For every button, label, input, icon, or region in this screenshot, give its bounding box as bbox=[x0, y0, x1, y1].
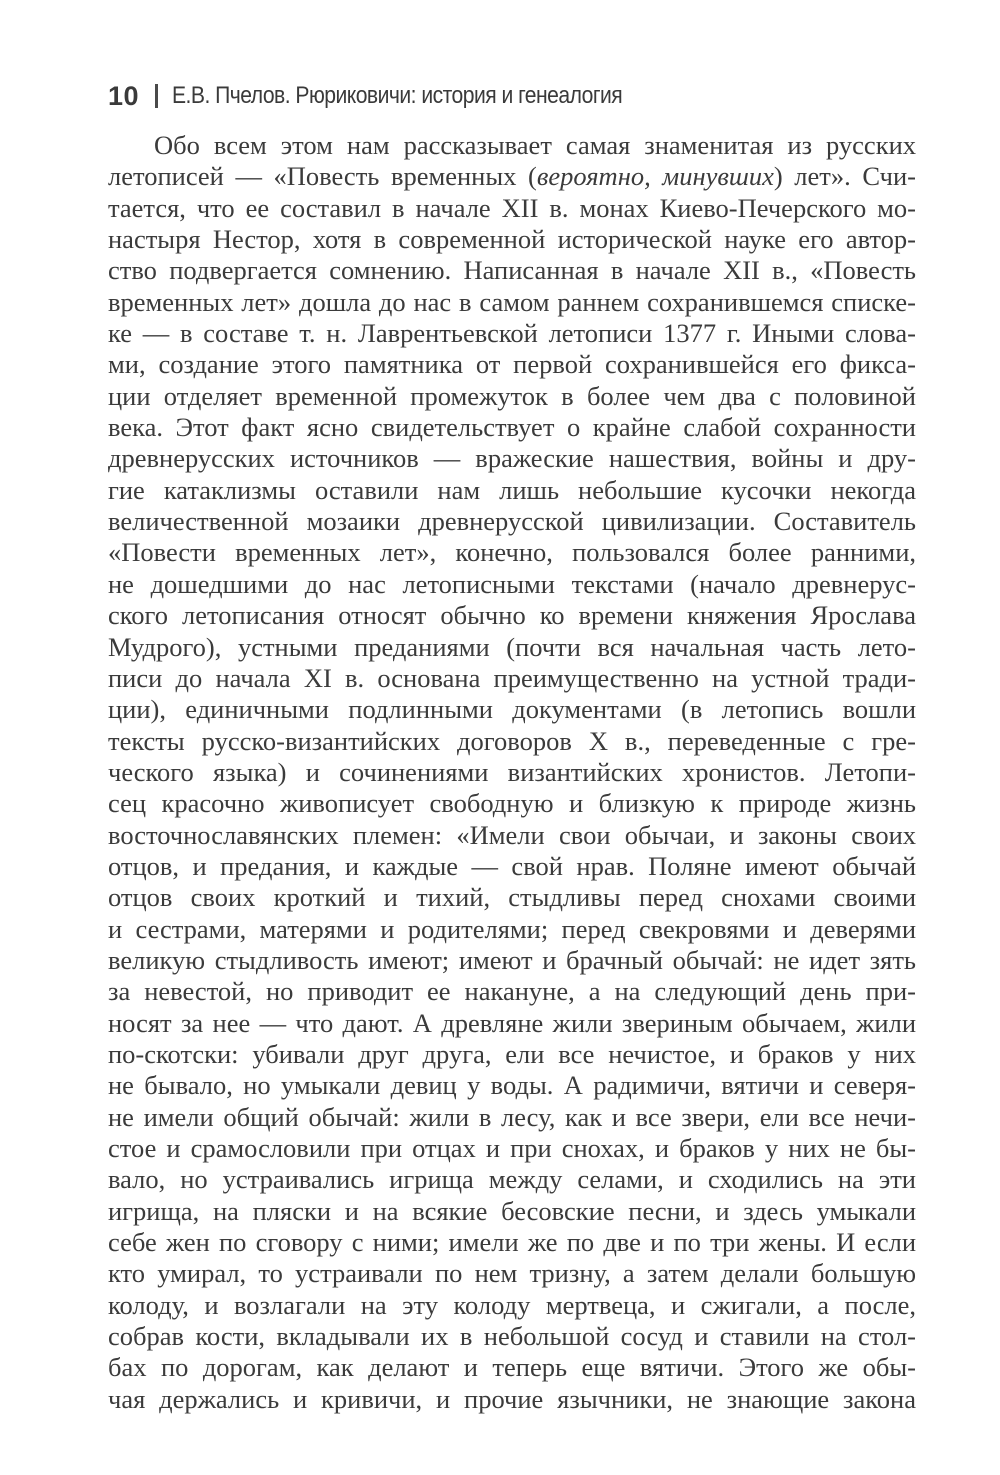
text-line: Мудрого), устными преданиями (почти вся начальная часть лето- bbox=[108, 631, 916, 662]
text-line: не дошедшими до нас летописными текстами (начало древнерус- bbox=[108, 568, 916, 599]
text-line: за невестой, но приводит ее накануне, а на следующий день при- bbox=[108, 976, 916, 1007]
text-line: ке — в составе т. н. Лаврентьевской летописи 1377 г. Иными слова- bbox=[108, 318, 916, 349]
text-line: величественной мозаики древнерусской цивилизации. Составитель bbox=[108, 506, 916, 537]
text-line: стое и срамословили при отцах и при снохах, и браков у них не бы- bbox=[108, 1133, 916, 1163]
body-text bbox=[108, 130, 916, 1415]
italic-text: вероятно, минувших bbox=[536, 161, 774, 192]
text-line: писи до начала XI в. основана преимущественно на устной тради- bbox=[108, 662, 916, 693]
page-number: 10 bbox=[108, 80, 140, 111]
text-line: «Повести временных лет», конечно, пользовался более ранними, bbox=[108, 537, 916, 568]
text-line bbox=[108, 161, 916, 192]
text-line: бах по дорогам, как делают и теперь еще вятичи. Этого же обы- bbox=[108, 1352, 916, 1383]
text-line: не имели общий обычай: жили в лесу, как и все звери, ели все нечи- bbox=[108, 1101, 916, 1132]
text-line: тается, что ее составил в начале XII в. монах Киево-Печерского мо- bbox=[108, 192, 916, 223]
text-line: древнерусских источников — вражеские нашествия, войны и дру- bbox=[108, 443, 916, 474]
text-line: ции отделяет временной промежуток в более чем два с половиной bbox=[108, 380, 916, 411]
text-line: сец красочно живописует свободную и близкую к природе жизнь bbox=[108, 788, 916, 819]
header-divider bbox=[155, 84, 158, 108]
text-line: кто умирал, то устраивали по нем тризну, а затем делали большую bbox=[108, 1258, 916, 1289]
running-title: Е.В. Пчелов. Рюриковичи: история и генеалогия bbox=[172, 82, 623, 109]
text-line: и сестрами, матерями и родителями; перед свекровями и деверями bbox=[108, 913, 916, 944]
text-line: ство подвергается сомнению. Написанная в начале XII в., «Повесть bbox=[108, 255, 916, 286]
text-line: отцов своих кроткий и тихий, стыдливы перед снохами своими bbox=[108, 882, 916, 913]
text-line: собрав кости, вкладывали их в небольшой сосуд и ставили на стол- bbox=[108, 1321, 916, 1352]
running-head bbox=[108, 76, 684, 116]
text-segment: ) лет». Счи- bbox=[773, 161, 916, 192]
text-line: игрища, на пляски и на всякие бесовские песни, и здесь умыкали bbox=[108, 1195, 916, 1226]
text-line: восточнославянских племен: «Имели свои обычаи, и законы своих bbox=[108, 819, 916, 850]
text-line: носят за нее — что дают. А древляне жили звериным обычаем, жили bbox=[108, 1007, 916, 1038]
text-line: ми, создание этого памятника от первой сохранившейся его фикса- bbox=[108, 349, 916, 380]
text-line: тексты русско-византийских договоров X в., переведенные с гре- bbox=[108, 725, 916, 756]
text-line: колоду, и возлагали на эту колоду мертвеца, и сжигали, а после, bbox=[108, 1289, 916, 1320]
text-line: себе жен по сговору с ними; имели же по две и по три жены. И если bbox=[108, 1227, 916, 1258]
text-line: временных лет» дошла до нас в самом раннем сохранившемся списке- bbox=[108, 286, 916, 317]
text-line: чая держались и кривичи, и прочие язычники, не знающие закона bbox=[108, 1383, 916, 1414]
text-line: не бывало, но умыкали девиц у воды. А радимичи, вятичи и северя- bbox=[108, 1070, 916, 1101]
text-line: вало, но устраивались игрища между селами, и сходились на эти bbox=[108, 1164, 916, 1195]
text-line: Обо всем этом нам рассказывает самая знаменитая из русских bbox=[154, 130, 916, 160]
text-line: ского летописания относят обычно ко времени княжения Ярослава bbox=[108, 600, 916, 631]
text-line: ции), единичными подлинными документами (в летопись вошли bbox=[108, 694, 916, 725]
text-line: по-скотски: убивали друг друга, ели все нечистое, и браков у них bbox=[108, 1038, 916, 1069]
text-line: великую стыдливость имеют; имеют и брачный обычай: не идет зять bbox=[108, 944, 916, 975]
text-line: гие катаклизмы оставили нам лишь небольшие кусочки некогда bbox=[108, 474, 916, 505]
text-line: настыря Нестор, хотя в современной исторической науке его автор- bbox=[108, 224, 916, 255]
text-line: века. Этот факт ясно свидетельствует о крайне слабой сохранности bbox=[108, 412, 916, 443]
text-line: отцов, и предания, и каждые — свой нрав. Поляне имеют обычай bbox=[108, 850, 916, 881]
text-segment: летописей — «Повесть временных ( bbox=[108, 161, 537, 192]
text-line: ческого языка) и сочинениями византийских хронистов. Летопи- bbox=[108, 756, 916, 787]
